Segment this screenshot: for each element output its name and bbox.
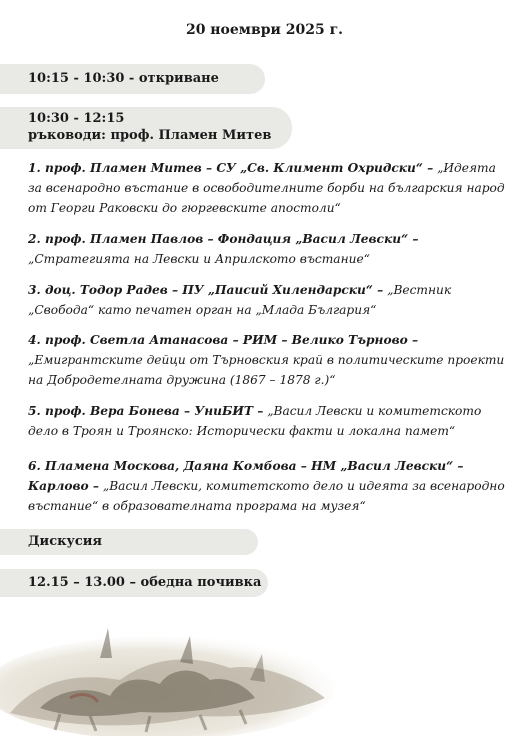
session-chair: ръководи: проф. Пламен Митев: [28, 128, 272, 143]
talk-item-5: [28, 401, 508, 441]
discussion-slot: Дискусия: [0, 529, 258, 555]
talk-item-2: [28, 229, 508, 269]
lunch-slot: 12.15 – 13.00 – обедна почивка: [0, 569, 268, 597]
talk-speaker: 6. Пламена Москова, Даяна Комбова – НМ „Васил Левски“ – Карлово –: [28, 459, 464, 493]
talk-item-1: [28, 158, 508, 218]
talk-speaker: 3. доц. Тодор Радев – ПУ „Паисий Хилендарски“ –: [28, 283, 384, 297]
talk-title: „Идеята за всенародно въстание в освободителните борби на българския народ от Георги Раковски до гюргевските апостоли“: [28, 161, 505, 215]
session-header: [0, 107, 292, 149]
session-time: 10:30 - 12:15: [28, 111, 125, 126]
talk-speaker: 5. проф. Вера Бонева – УниБИТ –: [28, 404, 264, 418]
talk-speaker: 1. проф. Пламен Митев – СУ „Св. Климент Охридски“ –: [28, 161, 434, 175]
program-date: 20 ноември 2025 г.: [185, 22, 344, 38]
talk-item-4: [28, 330, 508, 390]
cavalry-illustration: [0, 618, 340, 736]
talk-item-3: [28, 280, 508, 320]
talk-speaker: 4. проф. Светла Атанасова – РИМ – Велико Търново –: [28, 333, 419, 347]
talk-title: „Вестник „Свобода“ като печатен орган на „Млада България“: [28, 283, 452, 317]
talk-item-6: [28, 456, 508, 516]
talk-title: „Васил Левски, комитетското дело и идеята за всенародно въстание“ в образователната програма на музея“: [28, 479, 505, 513]
talk-title: „Васил Левски и комитетското дело в Троян и Троянско: Исторически факти и локална памет“: [28, 404, 482, 438]
opening-slot: 10:15 - 10:30 - откриване: [0, 64, 265, 94]
talk-title: „Стратегията на Левски и Априлското въстание“: [28, 252, 370, 266]
talk-title: „Емигрантските дейци от Търновския край в политическите проекти на Добродетелната дружина (1867 – 1878 г.)“: [28, 353, 505, 387]
talk-speaker: 2. проф. Пламен Павлов – Фондация „Васил Левски“ –: [28, 232, 419, 246]
